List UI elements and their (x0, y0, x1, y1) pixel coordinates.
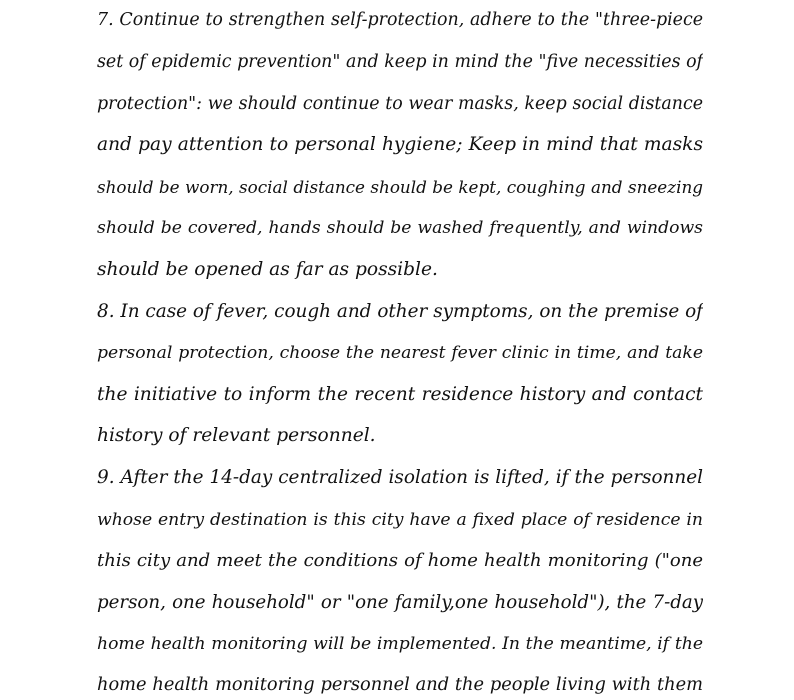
text-line: set of epidemic prevention" and keep in mind the "five necessities of (97, 52, 703, 72)
text-line: history of relevant personnel. (97, 425, 376, 446)
text-line: home health monitoring will be implemented. In the meantime, if the (97, 634, 703, 654)
text-line: 8. In case of fever, cough and other symptoms, on the premise of (97, 301, 703, 322)
text-line: 7. Continue to strengthen self-protection, adhere to the "three-piece (97, 10, 703, 30)
text-line: the initiative to inform the recent residence history and contact (97, 384, 703, 405)
text-line: whose entry destination is this city have a fixed place of residence in (97, 510, 703, 530)
text-line: 9. After the 14-day centralized isolation is lifted, if the personnel (97, 467, 703, 488)
text-line: home health monitoring personnel and the people living with them (97, 674, 703, 695)
text-line: personal protection, choose the nearest fever clinic in time, and take (97, 343, 703, 363)
text-line: should be covered, hands should be washed frequently, and windows (97, 218, 703, 238)
text-line: protection": we should continue to wear masks, keep social distance (97, 94, 703, 114)
text-line: and pay attention to personal hygiene; Keep in mind that masks (97, 134, 703, 155)
text-line: this city and meet the conditions of home health monitoring ("one (97, 550, 703, 571)
text-line: person, one household" or "one family,one household"), the 7-day (97, 592, 703, 613)
text-line: should be worn, social distance should be kept, coughing and sneezing (97, 177, 703, 197)
text-line: should be opened as far as possible. (97, 259, 438, 280)
